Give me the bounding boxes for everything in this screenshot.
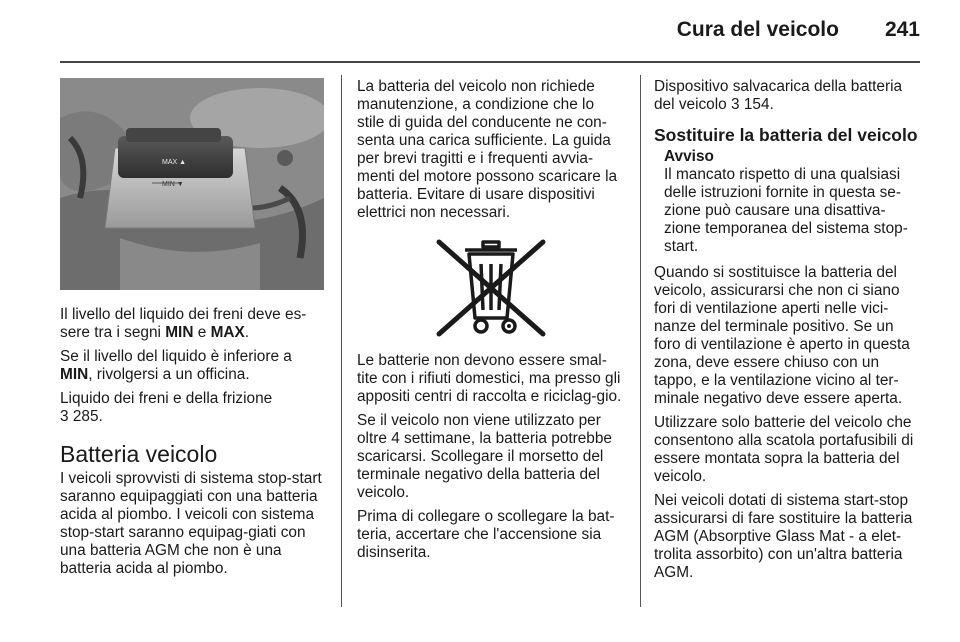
min-mark-label: MIN ▼ xyxy=(162,181,184,188)
column-divider-2 xyxy=(640,75,641,607)
column-3 xyxy=(654,78,922,588)
engine-bay-illustration xyxy=(60,78,324,290)
paragraph-battery-types: I veicoli sprovvisti di sistema stop-start saranno equipaggiati con una batteria acida al piombo. I veicoli con sistema stop-start saranno equipag-giati con una batteria AGM che non è una batteria acida al piombo. xyxy=(60,470,322,577)
crossed-out-bin-icon xyxy=(357,236,625,340)
paragraph-agm-replacement: Nei veicoli dotati di sistema start-stop assicurarsi di fare sostituire la batteria AGM (Absorptive Glass Mat - a elet-trolita assorbito) con un'altra batteria AGM. xyxy=(654,492,913,581)
warning-note xyxy=(654,148,922,256)
note-title: Avviso xyxy=(664,148,714,165)
paragraph-battery-saver: Dispositivo salvacarica della batteria del veicolo 3 154. xyxy=(654,78,903,113)
subheading-replace-battery: Sostituire la batteria del veicolo xyxy=(654,125,918,145)
paragraph-disposal: Le batterie non devono essere smal-tite con i rifiuti domestici, ma presso gli appositi centri di raccolta e riciclag-gio. xyxy=(357,352,622,405)
max-mark: MAX xyxy=(210,324,245,341)
paragraph-long-inactivity: Se il veicolo non viene utilizzato per oltre 4 settimane, la batteria potrebbe scaricarsi. Scollegare il morsetto del terminale negativo della batteria del veicolo. xyxy=(357,412,612,501)
min-mark: MIN xyxy=(165,324,194,341)
paragraph-below-min: Se il livello del liquido è inferiore a MIN, rivolgersi a un officina. xyxy=(60,348,292,383)
section-title-battery: Batteria veicolo xyxy=(60,441,218,467)
paragraph-fluid-reference: Liquido dei freni e della frizione 3 285. xyxy=(60,390,273,425)
paragraph-ignition-off: Prima di collegare o scollegare la bat-teria, accertare che l'accensione sia disinserita. xyxy=(357,508,615,561)
running-title: Cura del veicolo xyxy=(676,18,839,41)
page-reference-link[interactable]: 3 285. xyxy=(60,408,103,425)
column-2 xyxy=(357,78,625,568)
paragraph-brake-fluid-level: Il livello del liquido dei freni deve es-sere tra i segni MIN e MAX. xyxy=(60,306,307,341)
paragraph-vent-holes: Quando si sostituisce la batteria del veicolo, assicurarsi che non ci siano fori di ventilazione aperti nelle vici-nanze del terminale positivo. Se un foro di ventilazione è aperto in questa zona, deve essere chiuso con un tappo, e la ventilazione vicino al ter-minale negativo deve essere aperta. xyxy=(654,264,910,407)
note-text: Il mancato rispetto di una qualsiasi delle istruzioni fornite in questa se-zione può causare una disattiva-zione temporanea del sistema stop-start. xyxy=(664,166,908,255)
page-header xyxy=(677,18,920,42)
max-mark-label: MAX ▲ xyxy=(162,159,187,166)
column-1 xyxy=(60,78,328,584)
brake-fluid-reservoir-photo xyxy=(60,78,324,290)
page-number: 241 xyxy=(884,18,920,41)
paragraph-battery-maintenance: La batteria del veicolo non richiede manutenzione, a condizione che lo stile di guida del conducente ne con-senta una carica sufficiente. La guida per brevi tragitti e i frequenti avvia-menti del motore possono scaricare la batteria. Evitare di usare dispositivi elettrici non necessari. xyxy=(357,78,618,221)
header-rule xyxy=(60,61,920,63)
paragraph-fuse-box: Utilizzare solo batterie del veicolo che consentono alla scatola portafusibili di essere montata sopra la batteria del veicolo. xyxy=(654,414,914,485)
column-divider-1 xyxy=(341,75,342,607)
